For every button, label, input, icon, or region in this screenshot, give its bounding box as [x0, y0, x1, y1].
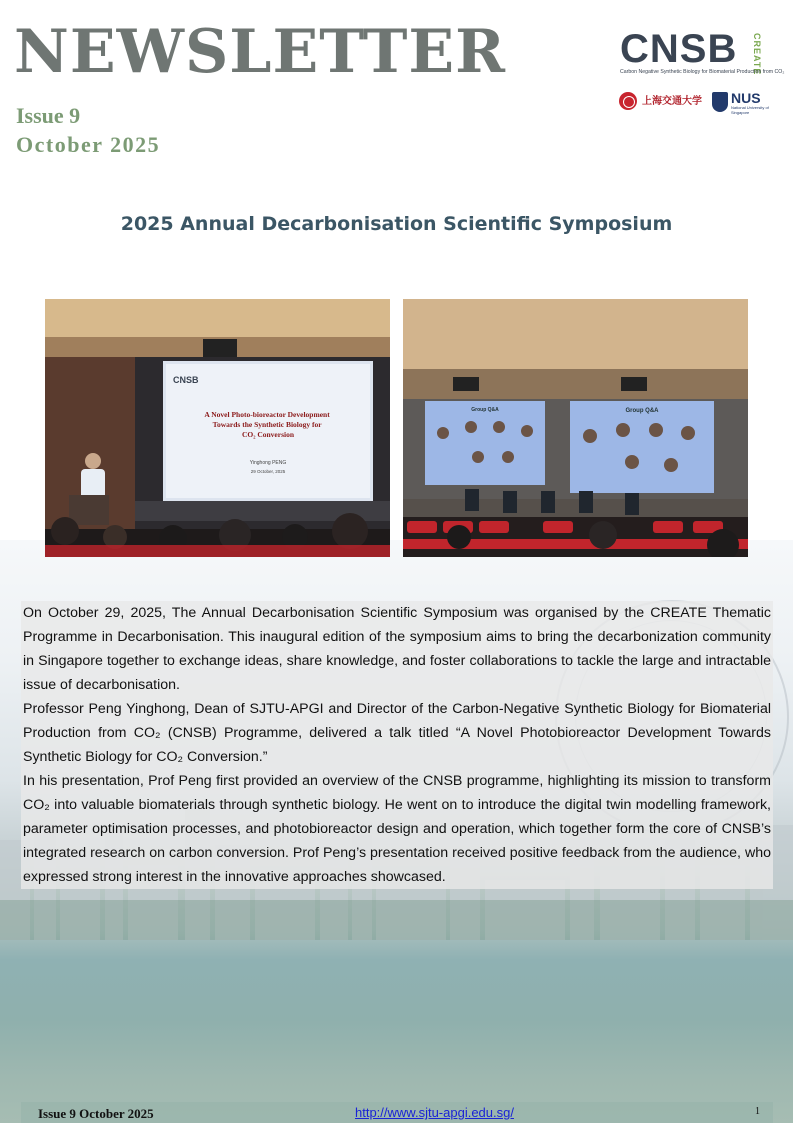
create-logo-text: CREATE — [752, 33, 762, 76]
footer-issue: Issue 9 October 2025 — [38, 1106, 154, 1121]
slide-title-line2: Towards the Synthetic Biology for — [212, 420, 322, 429]
footer-website-link[interactable]: http://www.sjtu-apgi.edu.sg/ — [355, 1105, 514, 1120]
issue-number: Issue 9 — [16, 103, 81, 128]
photo-panel-discussion — [403, 299, 748, 557]
slide-logo: CNSB — [173, 375, 199, 385]
slide-date: 29 October, 2025 — [250, 469, 286, 474]
screen2-label: Group Q&A — [625, 408, 659, 414]
paragraph-3: In his presentation, Prof Peng first provided an overview of the CNSB programme, highlighting its mission to transform CO₂ into valuable biomaterials through synthetic biology. He went on to introduce the digital twin modelling framework, parameter optimisation processes, and photobioreactor design and operation, which together form the core of CNSB’s integrated research on carbon conversion. Prof Peng’s presentation received positive feedback from the audience, who expressed strong interest in the innovative approaches showcased. — [23, 773, 771, 885]
newsletter-masthead: NEWSLETTER — [14, 17, 506, 87]
slide-title-line3: CO₂ Conversion — [241, 430, 295, 439]
article-title: 2025 Annual Decarbonisation Scientific Symposium — [120, 213, 673, 235]
sjtu-seal-icon — [619, 92, 637, 110]
article-body — [21, 601, 773, 889]
slide-author: Yinghong PENG — [249, 460, 287, 466]
nus-logo: NUS — [731, 90, 761, 106]
cnsb-logo: CNSB — [620, 27, 738, 71]
nus-logo-subtitle: National University of Singapore — [731, 105, 769, 115]
issue-month: October 2025 — [16, 132, 161, 157]
page-number: 1 — [755, 1106, 760, 1117]
nus-crest-icon — [712, 92, 728, 112]
sjtu-logo: 上海交通大学 — [642, 96, 702, 107]
paragraph-2: Professor Peng Yinghong, Dean of SJTU-APGI and Director of the Carbon-Negative Synthetic Biology for Biomaterial Production from CO₂ (CNSB) Programme, delivered a talk titled “A Novel Photobioreactor Development Towards Synthetic Biology for CO₂ Conversion.” — [23, 701, 771, 765]
photo-speaker — [45, 299, 390, 557]
screen1-label: Group Q&A — [471, 407, 499, 413]
paragraph-1: On October 29, 2025, The Annual Decarbonisation Scientific Symposium was organised by the CREATE Thematic Programme in Decarbonisation. This inaugural edition of the symposium aims to bring the decarbonization community in Singapore together to exchange ideas, share knowledge, and foster collaborations to tackle the large and intractable issue of decarbonisation. — [23, 605, 771, 693]
cnsb-logo-subtitle: Carbon Negative Synthetic Biology for Biomaterial Production from CO₂ — [620, 69, 785, 75]
slide-title-line1: A Novel Photo-bioreactor Development — [204, 410, 330, 419]
